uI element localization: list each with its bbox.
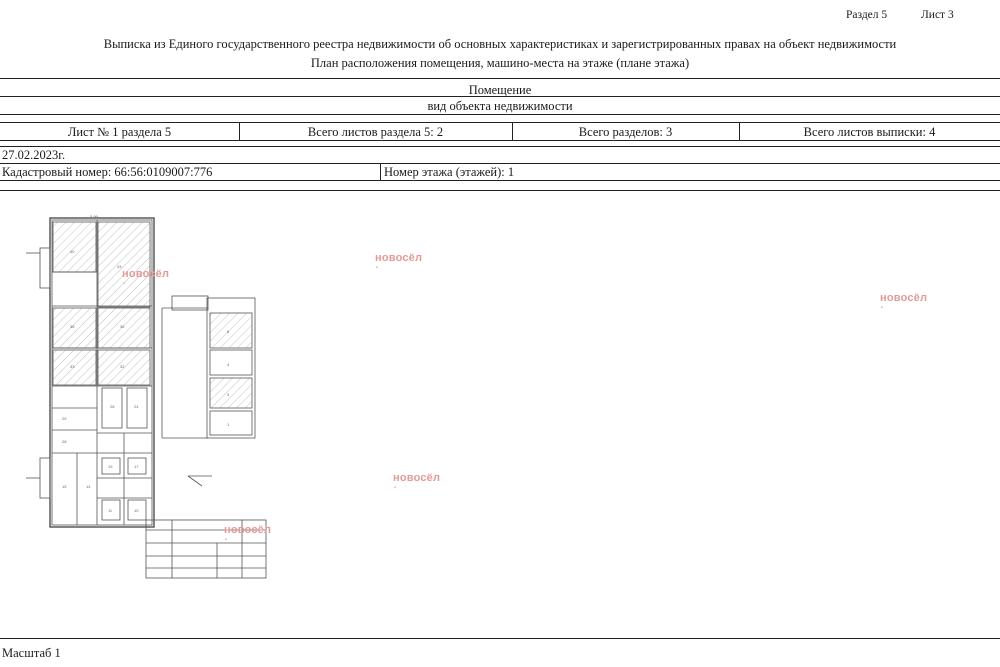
svg-text:10: 10 [134,508,139,513]
svg-text:6: 6 [227,329,230,334]
watermark-flag-icon: ▲ [224,536,228,541]
svg-text:29: 29 [62,416,67,421]
cell-divider [380,163,381,180]
svg-text:40: 40 [70,249,75,254]
svg-text:14: 14 [86,484,91,489]
floor-number: Номер этажа (этажей): 1 [384,165,515,179]
object-type: Помещение [468,83,532,97]
table-divider [0,146,1000,147]
svg-text:3: 3 [227,392,230,397]
sheet-number: Лист № 1 раздела 5 [67,125,172,139]
watermark-logo [224,524,271,541]
watermark-flag-icon: ▲ [122,280,126,285]
svg-text:11: 11 [108,508,113,513]
svg-text:19: 19 [108,464,113,469]
watermark-brand: новосёл [393,472,441,484]
section-label: Раздел 5 [846,9,888,21]
svg-text:35: 35 [120,324,125,329]
table-border-bottom [0,638,1000,639]
document-subtitle: План расположения помещения, машино-места на этаже (плане этажа) [310,56,690,70]
table-border-top [0,78,1000,79]
svg-text:4: 4 [227,362,230,367]
table-divider [0,114,1000,115]
watermark-logo [375,252,422,269]
total-sheets-extract: Всего листов выписки: 4 [803,125,936,139]
svg-text:24: 24 [134,404,139,409]
table-divider [0,163,1000,164]
watermark-logo [393,472,440,489]
table-divider [0,140,1000,141]
watermark-logo [880,292,927,309]
watermark-flag-icon: ▲ [880,304,884,309]
sheet-label: Лист 3 [921,9,954,21]
svg-text:1: 1 [227,422,230,427]
svg-text:28: 28 [62,439,67,444]
watermark-brand: новосёл [375,252,423,264]
cadastral-number: Кадастровый номер: 66:56:0109007:776 [2,165,213,179]
document-title: Выписка из Единого государственного реестра недвижимости об основных характеристиках и зарегистрированных правах на объект недвижимости [103,37,897,51]
watermark-flag-icon: ▲ [375,264,379,269]
scale-label: Масштаб 1 [2,646,61,660]
watermark-brand: новосёл [122,268,170,280]
svg-text:17: 17 [134,464,139,469]
svg-text:15: 15 [62,484,67,489]
svg-text:33: 33 [70,364,75,369]
watermark-brand: новосёл [224,524,272,536]
svg-text:36: 36 [70,324,75,329]
table-divider [0,180,1000,181]
total-sheets-section: Всего листов раздела 5: 2 [307,125,444,139]
svg-text:26: 26 [110,404,115,409]
watermark-flag-icon: ▲ [393,484,397,489]
watermark-brand: новосёл [880,292,928,304]
svg-text:32: 32 [120,364,125,369]
table-divider [0,190,1000,191]
svg-text:43: 43 [117,264,122,269]
object-type-caption: вид объекта недвижимости [427,99,573,113]
total-sections: Всего разделов: 3 [578,125,673,139]
table-divider [0,122,1000,123]
date: 27.02.2023г. [2,148,66,162]
svg-text:5.99: 5.99 [90,214,98,219]
watermark-logo [122,268,169,285]
